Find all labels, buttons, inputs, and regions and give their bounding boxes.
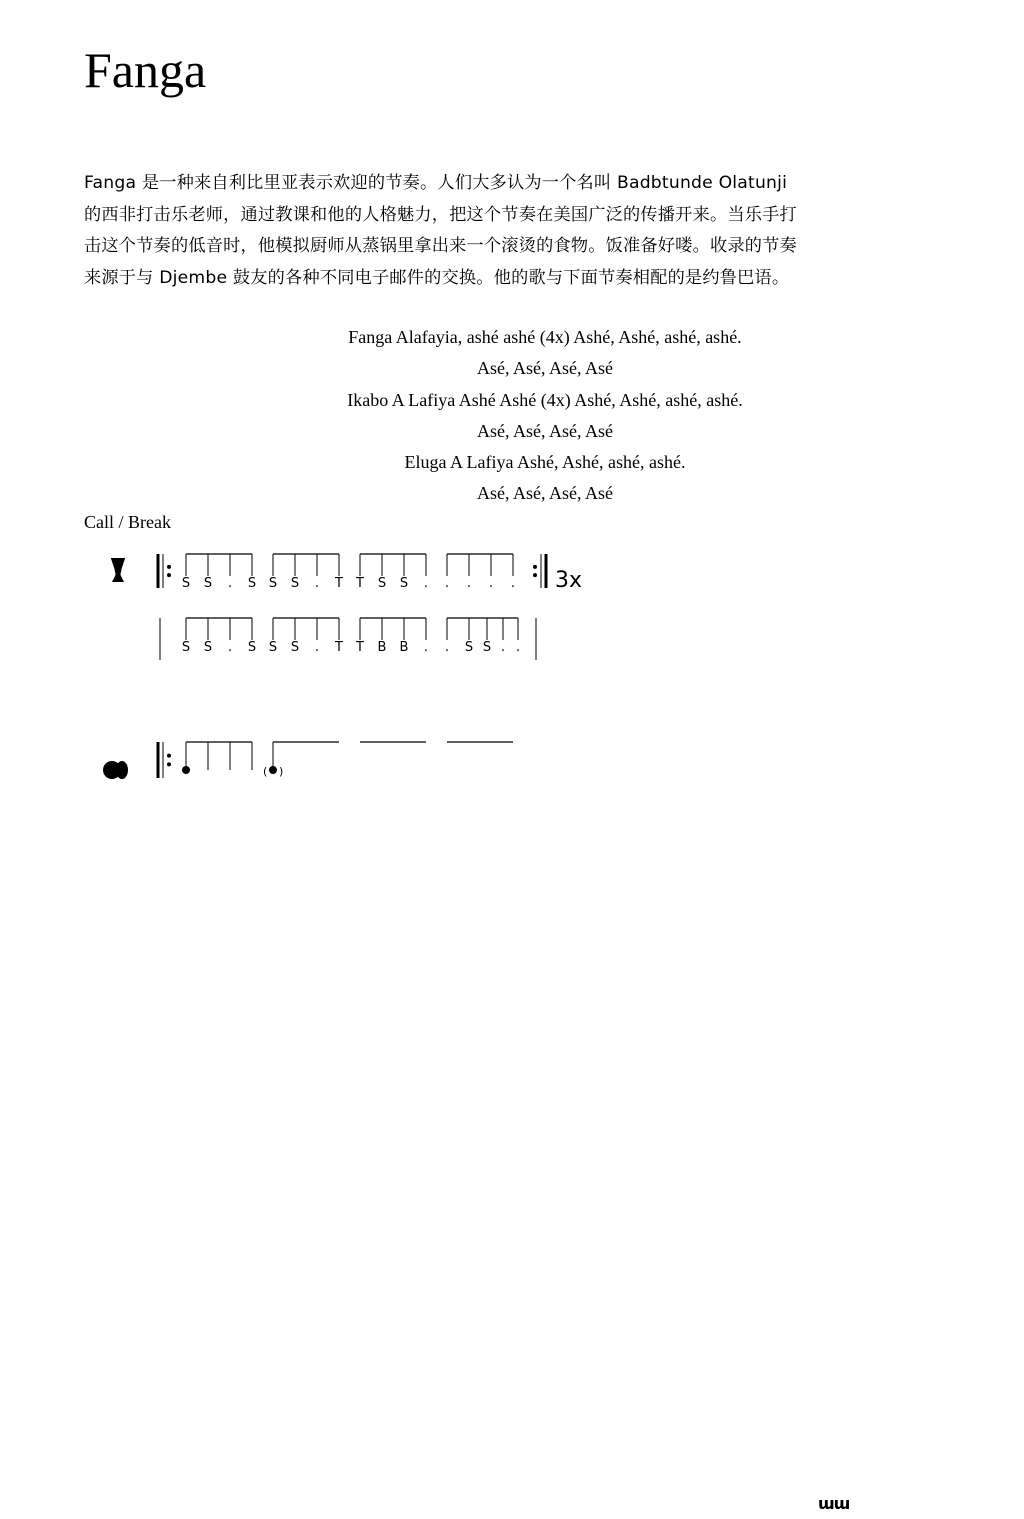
dundun-icon-side [116,761,128,779]
dun-note-paren: ) [279,765,284,778]
lyric-line: Eluga A Lafiya Ashé, Ashé, ashé, ashé. [404,452,686,473]
call-note-stroke-label: . [515,640,521,655]
page-title: Fanga [84,42,207,98]
call-note-stroke-label: T [356,640,364,655]
call-note-stroke-label: . [423,576,429,591]
call-note-stroke-label: S [482,640,492,655]
call-note-stroke-label: . [314,640,320,655]
djembe-icon [111,558,125,582]
repeat-end-dot [533,565,537,569]
footer-logo: ɯɯ [818,1494,850,1513]
repeat-start-dot [167,573,171,577]
call-note-stroke-label: S [290,640,300,655]
call-note-stroke-label: . [444,640,450,655]
repeat-end-dot [533,573,537,577]
call-note-stroke-label: S [377,576,387,591]
call-note-stroke-label: . [314,576,320,591]
lyric-line: Ikabo A Lafiya Ashé Ashé (4x) Ashé, Ashé, ashé, ashé. [347,389,743,410]
call-note-stroke-label: S [247,640,257,655]
call-note-stroke-label: T [335,640,343,655]
repeat-start-dot [167,762,171,766]
call-note-stroke-label: S [464,640,474,655]
lyric-line: Asé, Asé, Asé, Asé [477,358,613,379]
dun-note-note-head [182,766,190,774]
dun-note-note-head [269,766,277,774]
call-note-stroke-label: S [203,576,213,591]
intro-line: 的西非打击乐老师，通过教课和他的人格魅力，把这个节奏在美国广泛的传播开来。当乐手打 [84,204,797,225]
call-note-stroke-label: S [247,576,257,591]
call-note-stroke-label: S [181,640,191,655]
intro-line: 击这个节奏的低音时，他模拟厨师从蒸锅里拿出来一个滚烫的食物。饭准备好喽。收录的节奏 [84,236,797,256]
call-note-stroke-label: . [500,640,506,655]
repeat-start-dot [167,754,171,758]
call-note-stroke-label: S [399,576,409,591]
call-note-stroke-label: T [356,576,364,591]
call-note-stroke-label: . [510,576,516,591]
lyric-line: Asé, Asé, Asé, Asé [477,420,613,441]
call-note-stroke-label: S [181,576,191,591]
call-break-label: Call / Break [84,512,171,532]
call-note-stroke-label: T [335,576,343,591]
call-note-stroke-label: B [399,640,409,655]
call-note-stroke-label: . [488,576,494,591]
call-note-stroke-label: S [290,576,300,591]
lyric-line: Asé, Asé, Asé, Asé [477,483,613,504]
call-note-stroke-label: B [377,640,387,655]
call-note-stroke-label: . [227,576,233,591]
call-note-stroke-label: S [268,576,278,591]
repeat-count-label: 3x [555,568,583,593]
call-note-stroke-label: . [444,576,450,591]
intro-line: 来源于与 Djembe 鼓友的各种不同电子邮件的交换。他的歌与下面节奏相配的是约鲁巴语。 [84,267,790,288]
repeat-start-dot [167,565,171,569]
call-note-stroke-label: S [203,640,213,655]
lyric-line: Fanga Alafayia, ashé ashé (4x) Ashé, Ashé, ashé, ashé. [348,327,742,347]
intro-line: Fanga 是一种来自利比里亚表示欢迎的节奏。人们大多认为一个名叫 Badbtunde Olatunji [84,173,788,193]
call-note-stroke-label: . [423,640,429,655]
call-note-stroke-label: . [466,576,472,591]
call-note-stroke-label: . [227,640,233,655]
dun-note-paren: ( [263,765,268,778]
call-note-stroke-label: S [268,640,278,655]
